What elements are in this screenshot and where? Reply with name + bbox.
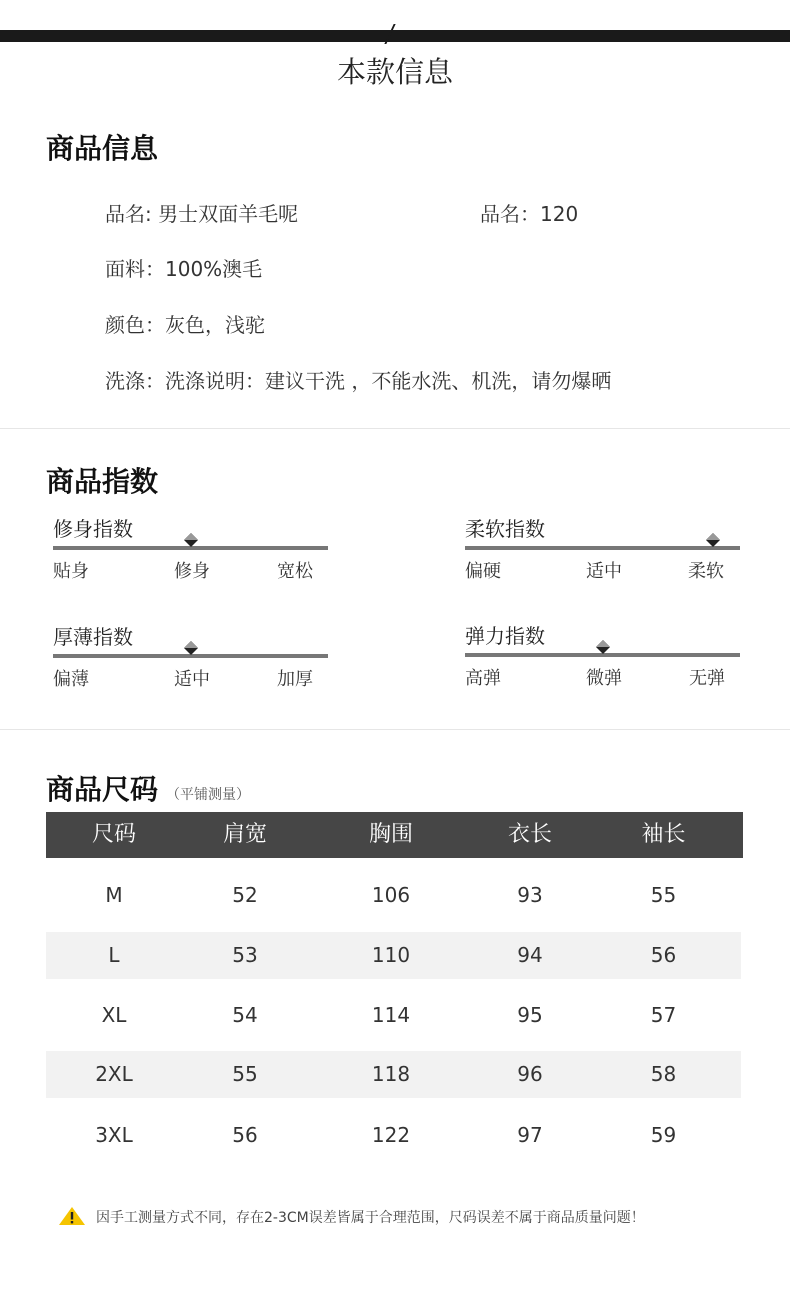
table-row: [46, 992, 741, 1039]
product-index-title: 商品指数: [46, 465, 159, 498]
cell-shoulder: 56: [232, 1123, 258, 1147]
scale-title: 厚薄指数: [53, 625, 133, 649]
cell-length: 97: [517, 1123, 543, 1147]
scale-softness: [465, 513, 745, 593]
cell-sleeve: 57: [650, 1003, 677, 1027]
column-header-sleeve: 袖长: [641, 822, 686, 847]
page-title: 本款信息: [336, 55, 453, 89]
size-table-title-text: 商品尺码: [46, 773, 159, 806]
scale-label-high: 无弹: [689, 668, 725, 689]
column-header-shoulder: 肩宽: [222, 822, 267, 847]
cell-length: 94: [517, 943, 543, 967]
scale-elasticity: [465, 620, 745, 700]
cell-size: XL: [101, 1003, 127, 1027]
column-header-size: 尺码: [91, 822, 136, 847]
scale-title: 修身指数: [53, 517, 133, 541]
scale-label-high: 柔软: [688, 561, 724, 582]
table-row: [46, 1112, 741, 1159]
scale-title: 弹力指数: [465, 624, 545, 648]
table-row: [46, 872, 741, 919]
diamond-marker-icon: [596, 640, 610, 654]
scale-label-low: 贴身: [53, 561, 89, 582]
scale-thickness: [53, 621, 333, 701]
header-bar: [0, 30, 790, 42]
cell-sleeve: 56: [650, 943, 677, 967]
cell-shoulder: 55: [232, 1062, 258, 1086]
size-table-title: [46, 768, 250, 808]
scale-label-high: 加厚: [277, 669, 313, 690]
product-washing: 洗涤：洗涤说明：建议干洗 ，不能水洗、机洗，请勿爆晒: [105, 369, 612, 393]
scale-label-mid: 适中: [174, 669, 210, 690]
section-divider: [0, 729, 790, 730]
scale-label-high: 宽松: [277, 561, 313, 582]
cell-size: M: [105, 883, 123, 907]
scale-label-low: 偏薄: [53, 669, 89, 690]
product-fabric: 面料：100%澳毛: [105, 257, 263, 281]
scale-fit: [53, 513, 333, 593]
cell-chest: 118: [371, 1062, 411, 1086]
cell-size: 3XL: [95, 1123, 133, 1147]
cell-size: 2XL: [95, 1062, 133, 1086]
measurement-notice: 因手工测量方式不同，存在2-3CM误差皆属于合理范围，尺码误差不属于商品质量问题！: [96, 1210, 645, 1226]
cell-sleeve: 59: [650, 1123, 677, 1147]
table-row: [46, 1051, 741, 1098]
warning-icon: [58, 1206, 86, 1226]
table-row: [46, 932, 741, 979]
cell-shoulder: 54: [232, 1003, 258, 1027]
cell-chest: 110: [371, 943, 411, 967]
scale-track: [465, 546, 740, 550]
cell-length: 95: [517, 1003, 543, 1027]
product-name-secondary: 品名：120: [480, 202, 579, 226]
product-color: 颜色：灰色，浅驼: [105, 313, 265, 337]
column-header-length: 衣长: [507, 822, 552, 847]
cell-chest: 106: [371, 883, 411, 907]
size-table-note: （平铺测量）: [166, 787, 251, 803]
cell-shoulder: 52: [232, 883, 258, 907]
diamond-marker-icon: [184, 641, 198, 655]
product-info-title: 商品信息: [46, 132, 159, 165]
diamond-marker-icon: [706, 533, 720, 547]
cell-shoulder: 53: [232, 943, 258, 967]
scale-title: 柔软指数: [465, 517, 545, 541]
scale-label-low: 偏硬: [465, 561, 501, 582]
scale-label-low: 高弹: [465, 668, 501, 689]
size-table-header: [46, 812, 743, 858]
cell-sleeve: 58: [650, 1062, 677, 1086]
scale-label-mid: 微弹: [586, 668, 622, 689]
product-name: 品名: 男士双面羊毛呢: [105, 202, 299, 226]
cell-chest: 122: [371, 1123, 411, 1147]
section-divider: [0, 428, 790, 429]
cell-sleeve: 55: [650, 883, 677, 907]
cell-length: 96: [517, 1062, 543, 1086]
column-header-chest: 胸围: [368, 822, 413, 847]
scale-label-mid: 适中: [586, 561, 622, 582]
cell-chest: 114: [371, 1003, 411, 1027]
diamond-marker-icon: [184, 533, 198, 547]
cell-size: L: [108, 943, 120, 967]
cell-length: 93: [517, 883, 543, 907]
scale-label-mid: 修身: [174, 561, 210, 582]
